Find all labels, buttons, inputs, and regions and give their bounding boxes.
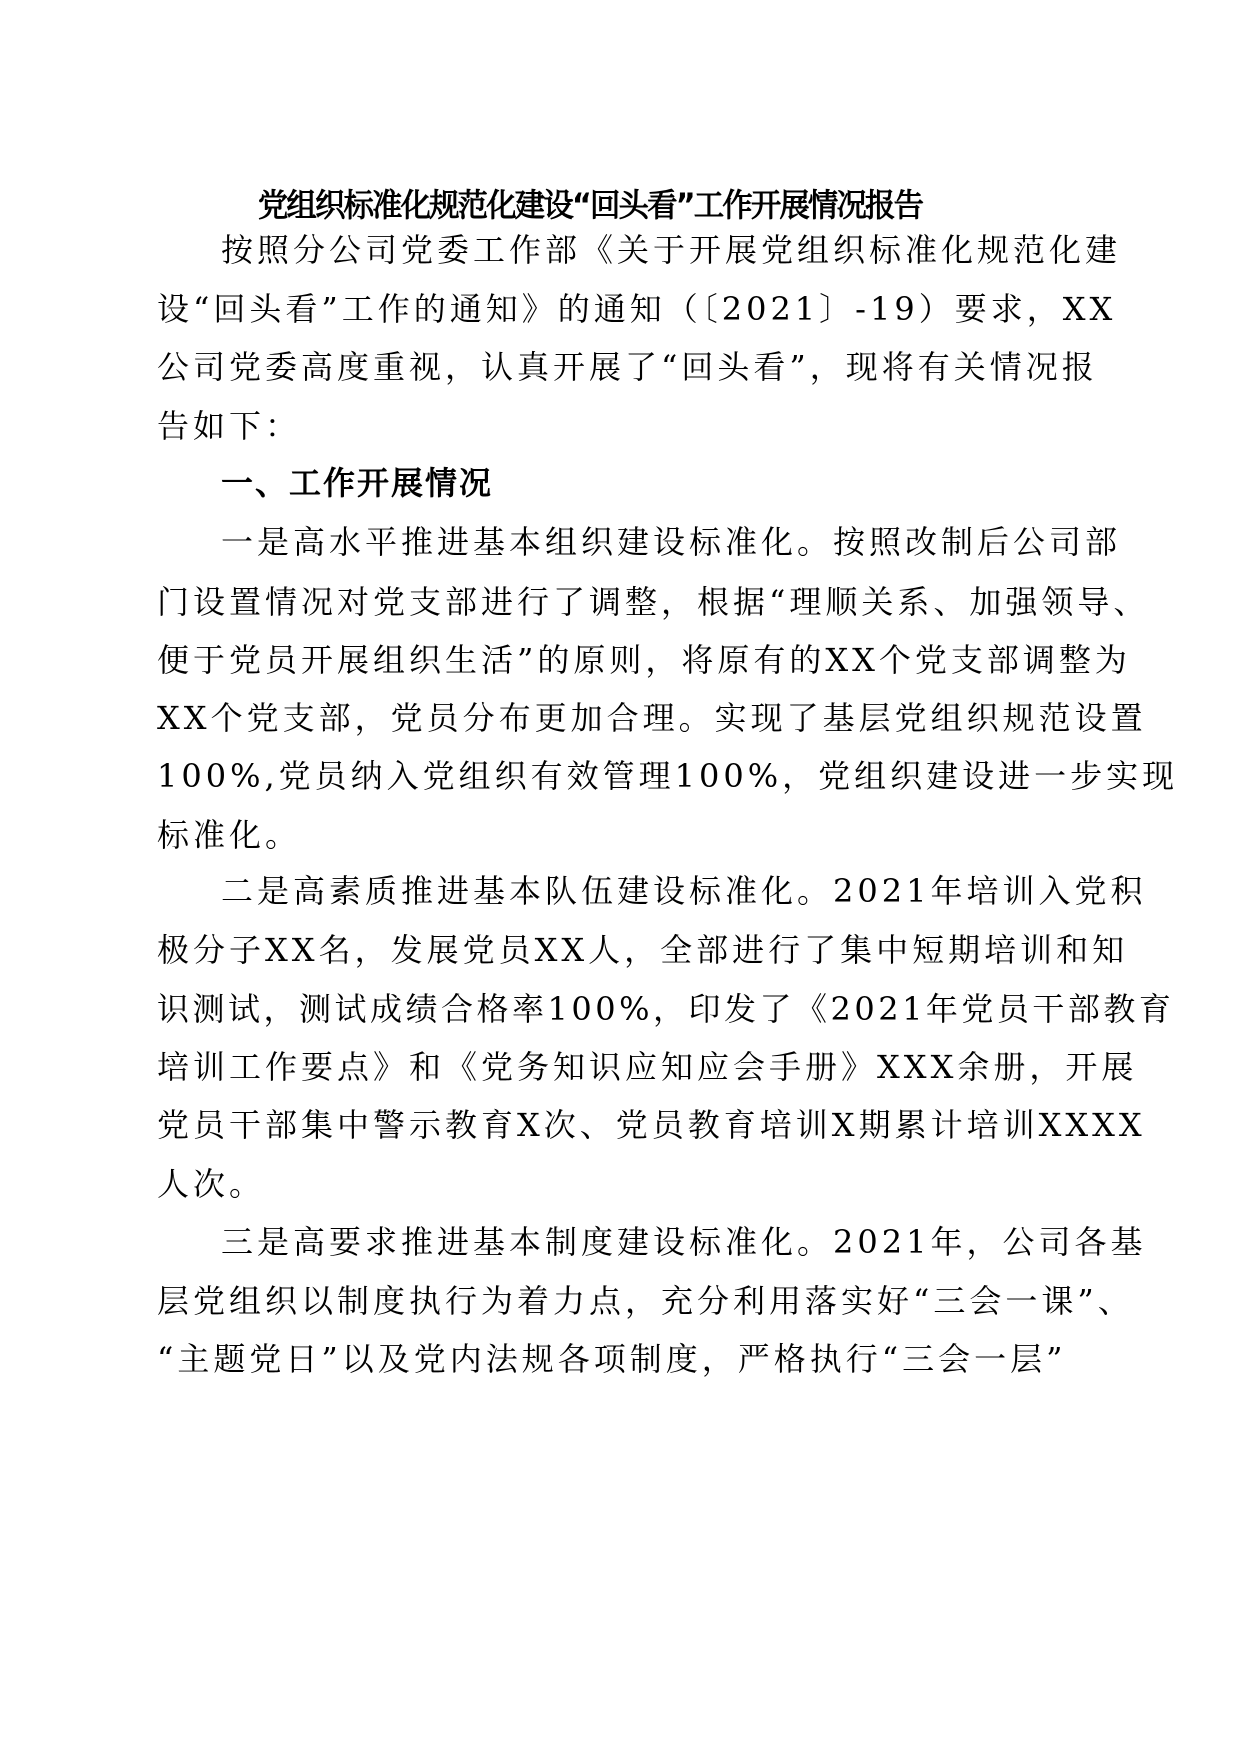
paragraph-line: 人次。	[157, 1165, 266, 1203]
paragraph-line: 党员干部集中警示教育X次、党员教育培训X期累计培训XXXX	[157, 1106, 1146, 1144]
paragraph-line: 识测试，测试成绩合格率100%，印发了《2021年党员干部教育	[157, 990, 1175, 1028]
paragraph-line: 门设置情况对党支部进行了调整，根据“理顺关系、加强领导、	[157, 583, 1150, 621]
paragraph-line: 极分子XX名，发展党员XX人，全部进行了集中短期培训和知	[157, 931, 1129, 969]
paragraph-line: 公司党委高度重视，认真开展了“回头看”，现将有关情况报	[157, 348, 1098, 386]
paragraph-line: “主题党日”以及党内法规各项制度，严格执行“三会一层”	[157, 1340, 1067, 1378]
paragraph-line: 100%,党员纳入党组织有效管理100%，党组织建设进一步实现	[157, 757, 1179, 795]
paragraph-line: 一是高水平推进基本组织建设标准化。按照改制后公司部	[221, 523, 1122, 561]
paragraph-line: 标准化。	[157, 816, 302, 854]
paragraph-line: 告如下：	[157, 407, 302, 445]
document-title: 党组织标准化规范化建设“回头看”工作开展情况报告	[257, 186, 923, 224]
paragraph-line: 二是高素质推进基本队伍建设标准化。2021年培训入党积	[221, 872, 1147, 910]
paragraph-line: 三是高要求推进基本制度建设标准化。2021年，公司各基	[221, 1223, 1147, 1261]
paragraph-line: 培训工作要点》和《党务知识应知应会手册》XXX余册，开展	[157, 1048, 1138, 1086]
paragraph-line: XX个党支部，党员分布更加合理。实现了基层党组织规范设置	[157, 699, 1147, 737]
paragraph-line: 设“回头看”工作的通知》的通知（〔2021〕-19）要求，XX	[157, 290, 1117, 328]
section-heading: 一、工作开展情况	[221, 464, 494, 502]
paragraph-line: 便于党员开展组织生活”的原则，将原有的XX个党支部调整为	[157, 641, 1131, 679]
paragraph-line: 按照分公司党委工作部《关于开展党组织标准化规范化建	[221, 231, 1122, 269]
paragraph-line: 层党组织以制度执行为着力点，充分利用落实好“三会一课”、	[157, 1282, 1134, 1320]
